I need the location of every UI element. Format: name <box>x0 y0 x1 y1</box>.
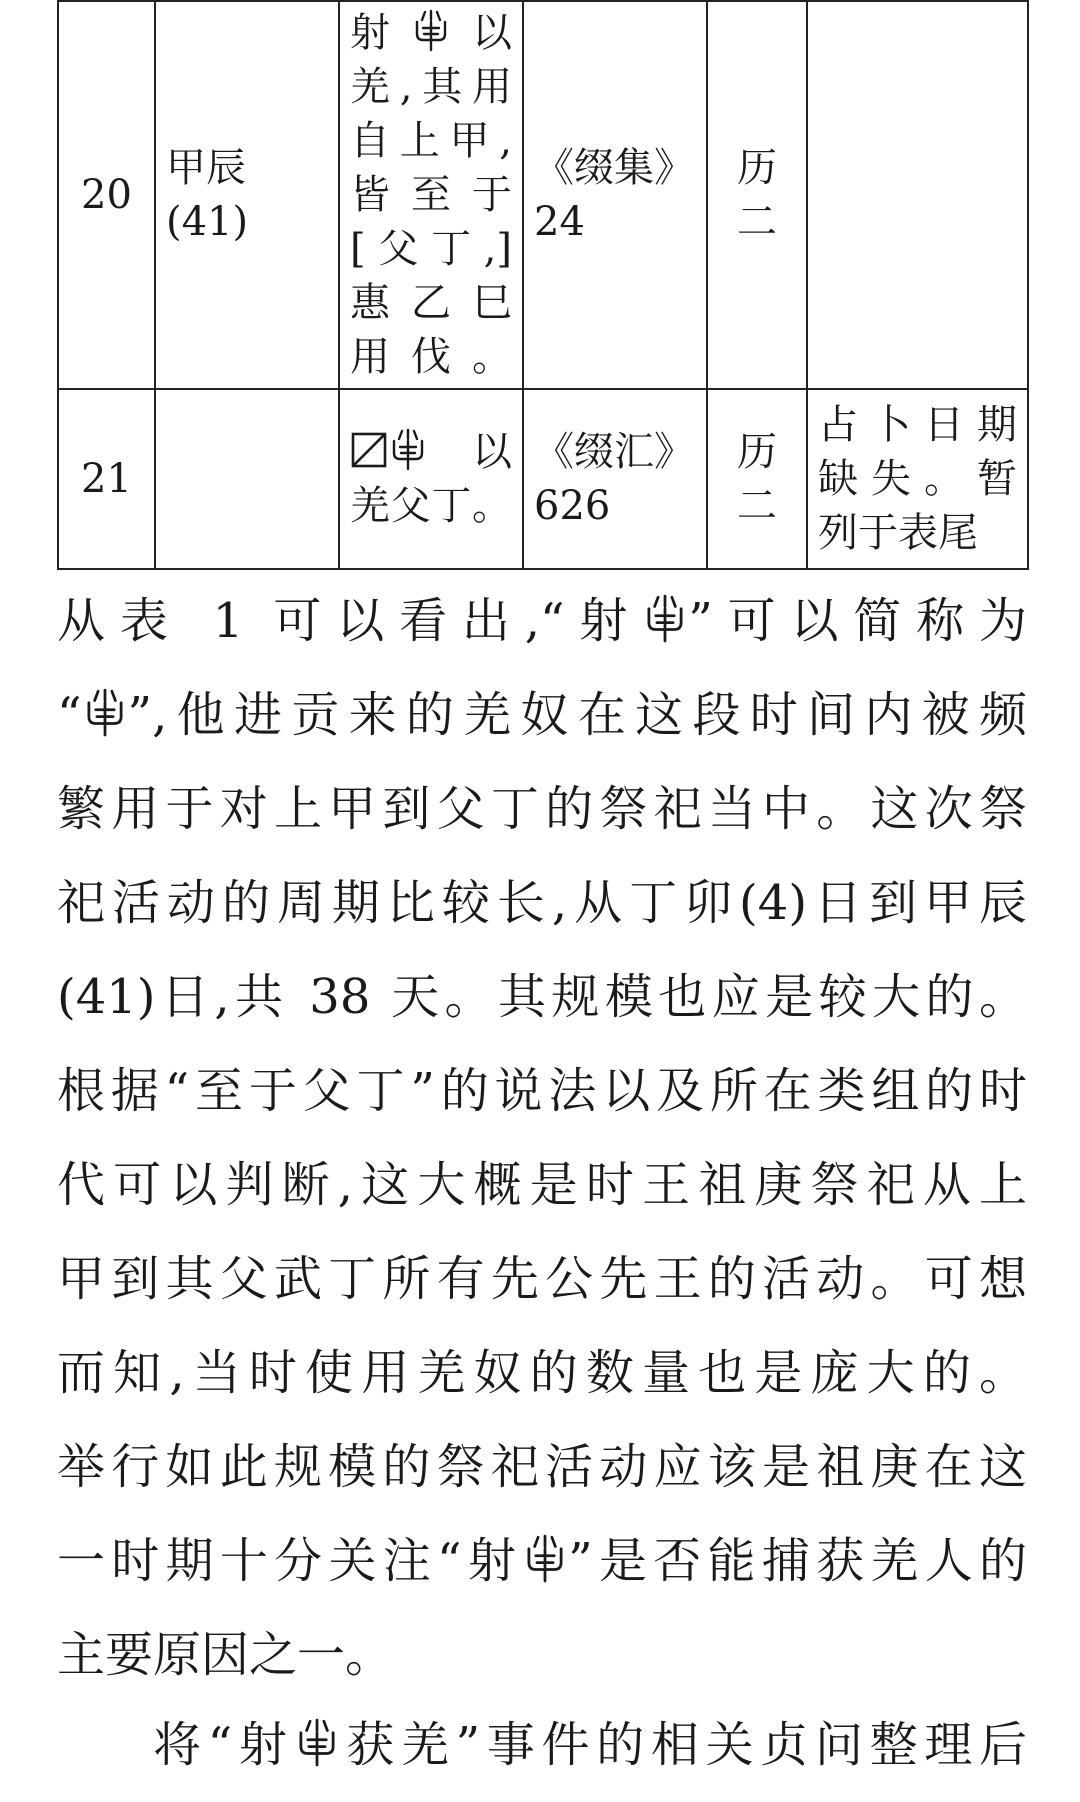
row-number: 20 <box>58 1 155 389</box>
row-inscription <box>339 1 523 389</box>
text-line: 代可以判断,这大概是时王祖庚祭祀从上 <box>57 1157 1027 1213</box>
text-line: 羌,其用 <box>350 64 512 110</box>
text-line: (41)日,共 38 天。其规模也应是较大的。 <box>57 969 1027 1025</box>
body-paragraph-2 <box>57 1698 1027 1792</box>
row-period: 历二 <box>707 1 807 389</box>
row-note: 占卜日期缺失。暂列于表尾 <box>807 389 1028 569</box>
text-line: 惠乙巳 <box>350 280 512 326</box>
text-line: 根据“至于父丁”的说法以及所在类组的时 <box>57 1063 1027 1119</box>
text-line: 甲到其父武丁所有先公先王的活动。可想 <box>57 1251 1027 1307</box>
row-date <box>155 389 339 569</box>
text-line: 皆至于 <box>350 172 512 218</box>
row-note <box>807 1 1028 389</box>
oracle-bone-glyph-icon <box>388 427 428 471</box>
text-line: 自上甲, <box>350 118 512 164</box>
text-line: 举行如此规模的祭祀活动应该是祖庚在这 <box>57 1439 1027 1495</box>
table-row <box>58 389 1028 569</box>
text-line: 射 以 <box>350 10 512 56</box>
text-line: 用伐。 <box>350 334 512 380</box>
oracle-bone-glyph-icon <box>642 591 688 645</box>
text-line: 以 <box>350 425 512 479</box>
oracle-bone-glyph-icon <box>522 1531 568 1585</box>
oracle-bone-glyph-icon <box>82 685 128 739</box>
table-row <box>58 1 1028 389</box>
text-line: 将“射 获羌”事件的相关贞问整理后 <box>153 1717 1027 1773</box>
row-number: 21 <box>58 389 155 569</box>
text-line: “ ”,他进贡来的羌奴在这段时间内被频 <box>57 687 1027 743</box>
body-paragraph-1 <box>57 574 1027 1702</box>
row-period: 历二 <box>707 389 807 569</box>
text-line: [父丁,] <box>350 226 512 272</box>
text-line: 羌父丁。 <box>350 483 512 529</box>
text-line: 从表 1 可以看出,“射 ”可以简称为 <box>57 593 1027 649</box>
row-source: 《缀汇》626 <box>523 389 707 569</box>
text-line: 主要原因之一。 <box>57 1627 394 1683</box>
missing-character-box-icon <box>350 431 388 469</box>
oracle-bone-glyph-icon <box>411 8 451 52</box>
row-date: 甲辰(41) <box>155 1 339 389</box>
row-source: 《缀集》24 <box>523 1 707 389</box>
text-line: 一时期十分关注“射 ”是否能捕获羌人的 <box>57 1533 1027 1589</box>
oracle-inscription-table <box>57 0 1029 570</box>
text-line: 而知,当时使用羌奴的数量也是庞大的。 <box>57 1345 1027 1401</box>
oracle-bone-glyph-icon <box>294 1715 340 1769</box>
text-line: 繁用于对上甲到父丁的祭祀当中。这次祭 <box>57 781 1027 837</box>
row-inscription <box>339 389 523 569</box>
text-line: 祀活动的周期比较长,从丁卯(4)日到甲辰 <box>57 875 1027 931</box>
